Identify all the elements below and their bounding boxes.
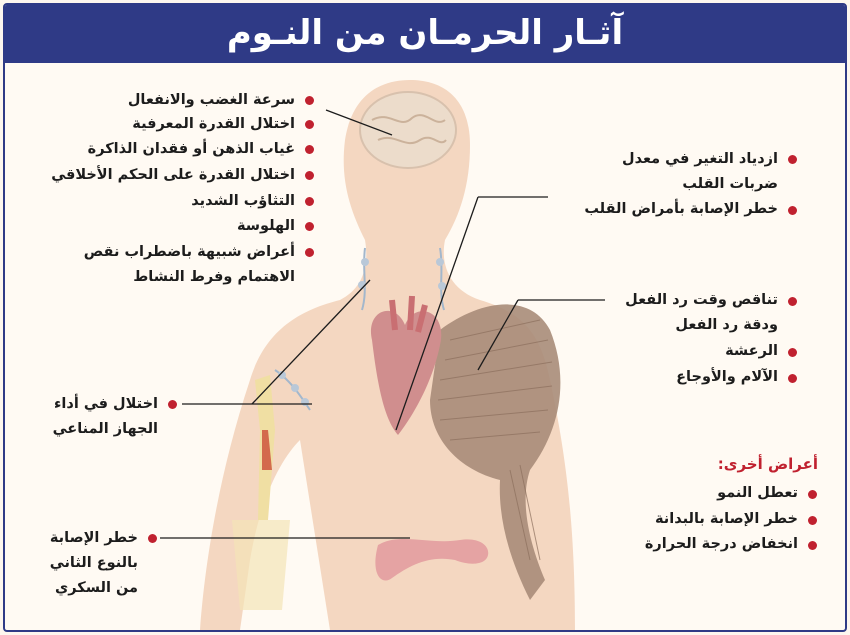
other-effect-1: تعطل النمو — [717, 485, 798, 501]
other-effect-3: انخفاض درجة الحرارة — [644, 536, 798, 552]
other-effect-2: خطر الإصابة بالبدانة — [655, 511, 798, 527]
bullet — [305, 145, 314, 154]
bullet — [305, 197, 314, 206]
page-title: آثـار الحرمـان من النـوم — [226, 13, 624, 53]
brain-effect-2: اختلال القدرة المعرفية — [132, 116, 295, 132]
bullet — [305, 222, 314, 231]
bullet — [305, 96, 314, 105]
diabetes-effect-line2: بالنوع الثاني — [49, 555, 138, 571]
bullet — [148, 534, 157, 543]
brain-effect-3: غياب الذهن أو فقدان الذاكرة — [87, 141, 295, 157]
brain-effect-7: أعراض شبيهة باضطراب نقص — [83, 244, 295, 260]
muscle-effect-2: الرعشة — [725, 343, 778, 359]
brain-effect-7-cont: الاهتمام وفرط النشاط — [133, 269, 295, 285]
muscle-effect-3: الآلام والأوجاع — [676, 369, 778, 385]
bullet — [808, 516, 817, 525]
brain-effect-6: الهلوسة — [236, 218, 295, 234]
immune-effect-line1: اختلال في أداء — [54, 396, 158, 412]
heart-effect-1-cont: ضربات القلب — [682, 176, 778, 192]
heart-effect-2: خطر الإصابة بأمراض القلب — [584, 201, 778, 217]
bullet — [788, 297, 797, 306]
bullet — [788, 206, 797, 215]
bullet — [305, 248, 314, 257]
muscle-effect-1-cont: ودقة رد الفعل — [675, 317, 778, 333]
muscle-effect-1: تناقص وقت رد الفعل — [625, 292, 778, 308]
brain-effect-1: سرعة الغضب والانفعال — [127, 92, 295, 108]
bullet — [788, 374, 797, 383]
brain-effect-5: التثاؤب الشديد — [191, 193, 295, 209]
bullet — [808, 490, 817, 499]
heart-effect-1: ازدياد التغير في معدل — [622, 151, 778, 167]
bullet — [305, 120, 314, 129]
brain-effect-4: اختلال القدرة على الحكم الأخلاقي — [51, 167, 295, 183]
diabetes-effect-line1: خطر الإصابة — [49, 530, 138, 546]
bullet — [788, 348, 797, 357]
bullet — [305, 171, 314, 180]
other-effects-title: أعراض أخرى: — [717, 455, 818, 473]
diabetes-effect-line3: من السكري — [55, 580, 138, 596]
bullet — [788, 155, 797, 164]
brain — [360, 92, 456, 168]
bullet — [168, 400, 177, 409]
immune-effect-line2: الجهاز المناعي — [52, 421, 158, 437]
bullet — [808, 541, 817, 550]
